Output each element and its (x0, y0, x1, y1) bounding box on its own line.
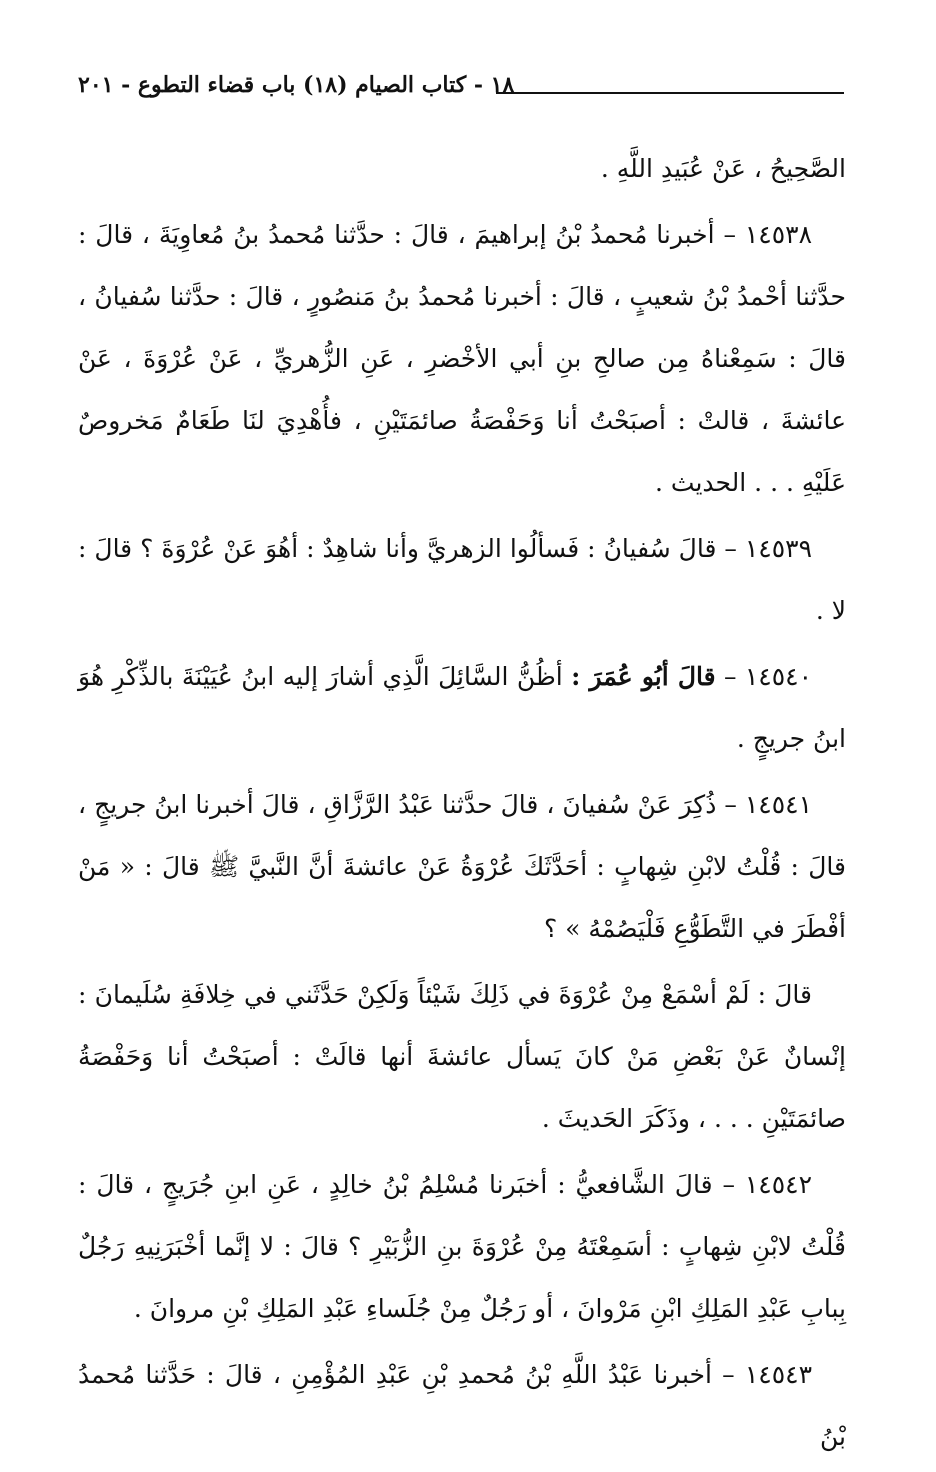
paragraph-text: الصَّحِيحُ ، عَنْ عُبَيدِ اللَّهِ . (600, 154, 846, 183)
speaker-label: قالَ أبُو عُمَرَ : (571, 662, 716, 691)
paragraph-text: ذُكِرَ عَنْ سُفيانَ ، قالَ حدَّثنا عَبْدُ الرَّزَّاقِ ، قالَ أخبرنا ابنُ جريجٍ ، قالَ : قُلْتُ لابْنِ شِهابٍ : أحَدَّثَكَ عُرْوَةُ عَنْ عائشةَ أنَّ النَّبيَّ ﷺ قالَ : « مَنْ أفْطَرَ في التَّطَوُّعِ فَلْيَصُمْهُ » ؟ (78, 790, 846, 943)
running-header (78, 68, 844, 108)
hadith-number: ١٤٥٣٨ – (723, 220, 813, 249)
paragraph-text: أخبرنا عَبْدُ اللَّهِ بْنُ مُحمدِ بْنِ عَبْدِ المُؤْمِنِ ، قالَ : حَدَّثنا مُحمدُ بْنُ (78, 1360, 846, 1451)
paragraph-text: قالَ : لَمْ أسْمَعْ مِنْ عُرْوَةَ في ذَلِكَ شَيْئاً وَلَكِنْ حَدَّثَني في خِلافَةِ سُلَيمانَ : إنْسانٌ عَنْ بَعْضِ مَنْ كانَ يَسأل عائشةَ أنها قالَتْ : أصبَحْتُ أنا وَحَفْصَةُ صائمَتَيْنِ . . . ، وذَكَرَ الحَديثَ . (78, 980, 846, 1133)
paragraph-continuation (78, 138, 846, 200)
hadith-14540 (78, 646, 846, 770)
hadith-number: ١٤٥٤١ – (724, 790, 812, 819)
page-body (78, 138, 846, 1472)
running-title: ١٨ - كتاب الصيام (١٨) باب قضاء التطوع - ٢٠١ (78, 72, 515, 98)
paragraph-reply (78, 964, 846, 1150)
hadith-number: ١٤٥٤٠ – (723, 662, 813, 691)
hadith-number: ١٤٥٣٩ – (724, 534, 813, 563)
hadith-14541 (78, 774, 846, 960)
paragraph-text: قالَ سُفيانُ : فَسألُوا الزهريَّ وأنا شاهِدٌ : أهُوَ عَنْ عُرْوَةَ ؟ قالَ : لا . (78, 534, 846, 625)
hadith-number: ١٤٥٤٢ – (722, 1170, 813, 1199)
header-rule (496, 92, 844, 94)
paragraph-text: قالَ الشَّافعيُّ : أخبَرنا مُسْلِمُ بْنُ خالِدٍ ، عَنِ ابنِ جُرَيجٍ ، قالَ : قُلْتُ لابْنِ شِهابٍ : أسَمِعْتَهُ مِنْ عُرْوَةَ بنِ الزُّبَيْرِ ؟ قالَ : لا إنَّما أخْبَرَنِيهِ رَجُلٌ بِبابِ عَبْدِ المَلِكِ ابْنِ مَرْوانَ ، أو رَجُلٌ مِنْ جُلَساءِ عَبْدِ المَلِكِ بْنِ مروانَ . (78, 1170, 846, 1323)
hadith-14543 (78, 1344, 846, 1468)
hadith-14538 (78, 204, 846, 514)
hadith-14539 (78, 518, 846, 642)
paragraph-text: أظُنُّ السَّائِلَ الَّذِي أشارَ إليه ابنُ عُيَيْنَةَ بالذِّكْرِ هُوَ ابنُ جريجٍ . (78, 662, 846, 753)
hadith-14542 (78, 1154, 846, 1340)
hadith-number: ١٤٥٤٣ – (722, 1360, 813, 1389)
paragraph-text: أخبرنا مُحمدُ بْنُ إبراهيمَ ، قالَ : حدَّثنا مُحمدُ بنُ مُعاوِيَةَ ، قالَ : حدَّثنا أحْمدُ بْنُ شعيبٍ ، قالَ : أخبرنا مُحمدُ بنُ مَنصُورٍ ، قالَ : حدَّثنا سُفيانُ ، قالَ : سَمِعْناهُ مِن صالحِ بنِ أبي الأخْضرِ ، عَنِ الزُّهريِّ ، عَنْ عُرْوَةَ ، عَنْ عائشةَ ، قالتْ : أصبَحْتُ أنا وَحَفْصَةُ صائمَتَيْنِ ، فأُهْدِيَ لنَا طَعَامٌ مَخروصٌ عَلَيْهِ . . . الحديث . (78, 220, 846, 497)
